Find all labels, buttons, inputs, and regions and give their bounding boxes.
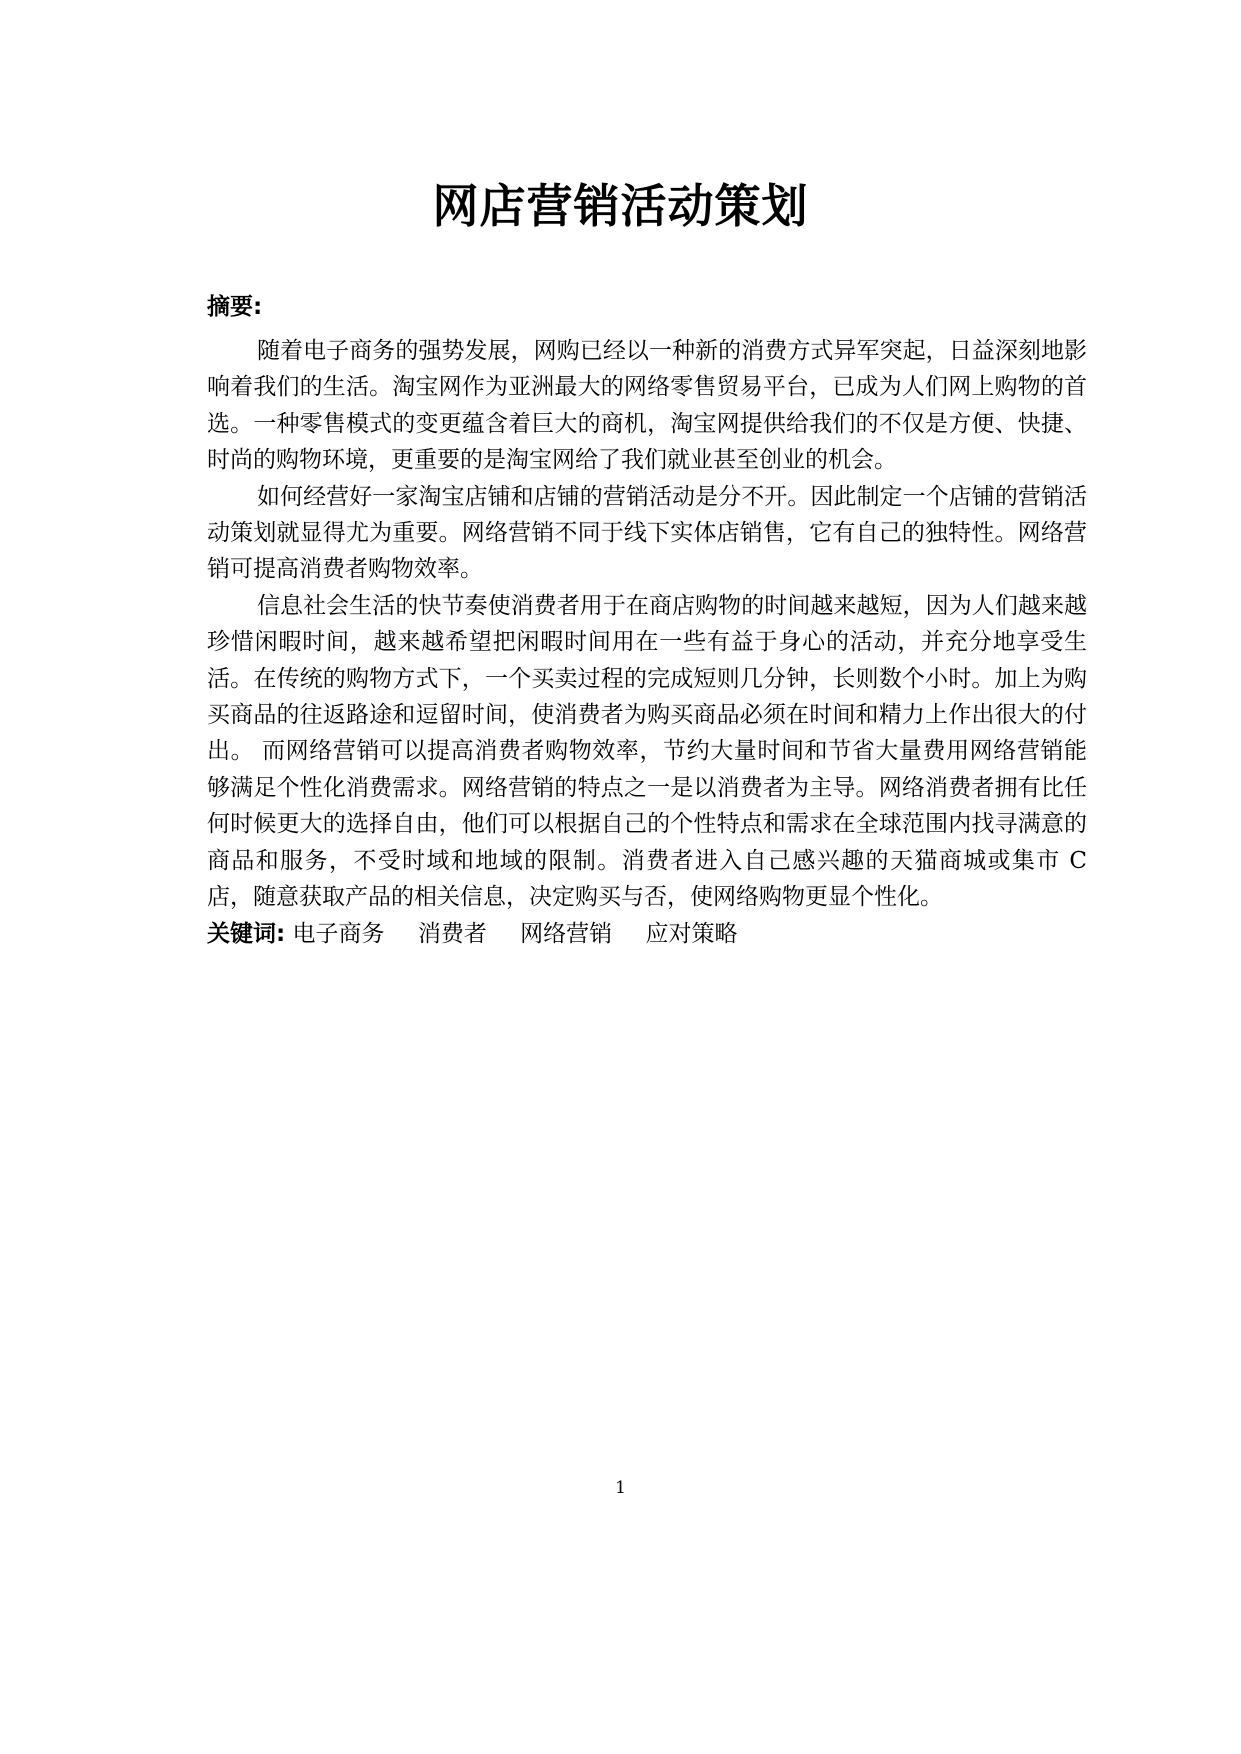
page-number: 1 (615, 1478, 626, 1498)
abstract-heading: 摘要: (207, 294, 263, 320)
keyword-item: 电子商务 (292, 920, 385, 947)
abstract-body (207, 333, 1087, 952)
document-title: 网店营销活动策划 (432, 179, 809, 233)
keywords-line (207, 916, 1087, 952)
abstract-paragraph-1: 随着电子商务的强势发展，网购已经以一种新的消费方式异军突起，日益深刻地影响着我们的生活。淘宝网作为亚洲最大的网络零售贸易平台，已成为人们网上购物的首选。一种零售模式的变更蕴含着巨大的商机，淘宝网提供给我们的不仅是方便、快捷、时尚的购物环境，更重要的是淘宝网给了我们就业甚至创业的机会。 (207, 338, 1087, 474)
keyword-item: 应对策略 (645, 920, 738, 947)
keyword-item: 网络营销 (520, 920, 613, 947)
keywords-label: 关键词: (207, 920, 286, 947)
abstract-paragraph-3: 信息社会生活的快节奏使消费者用于在商店购物的时间越来越短，因为人们越来越珍惜闲暇时间，越来越希望把闲暇时间用在一些有益于身心的活动，并充分地享受生活。在传统的购物方式下，一个买卖过程的完成短则几分钟，长则数个小时。加上为购买商品的往返路途和逗留时间，使消费者为购买商品必须在时间和精力上作出很大的付出。 而网络营销可以提高消费者购物效率，节约大量时间和节省大量费用网络营销能够满足个性化消费需求。网络营销的特点之一是以消费者为主导。网络消费者拥有比任何时候更大的选择自由，他们可以根据自己的个性特点和需求在全球范围内找寻满意的商品和服务，不受时域和地域的限制。消费者进入自己感兴趣的天猫商城或集市 C 店，随意获取产品的相关信息，决定购买与否，使网络购物更显个性化。 (207, 592, 1087, 911)
abstract-paragraph-2: 如何经营好一家淘宝店铺和店铺的营销活动是分不开。因此制定一个店铺的营销活动策划就显得尤为重要。网络营销不同于线下实体店销售，它有自己的独特性。网络营销可提高消费者购物效率。 (207, 483, 1087, 583)
keyword-item: 消费者 (417, 920, 487, 947)
